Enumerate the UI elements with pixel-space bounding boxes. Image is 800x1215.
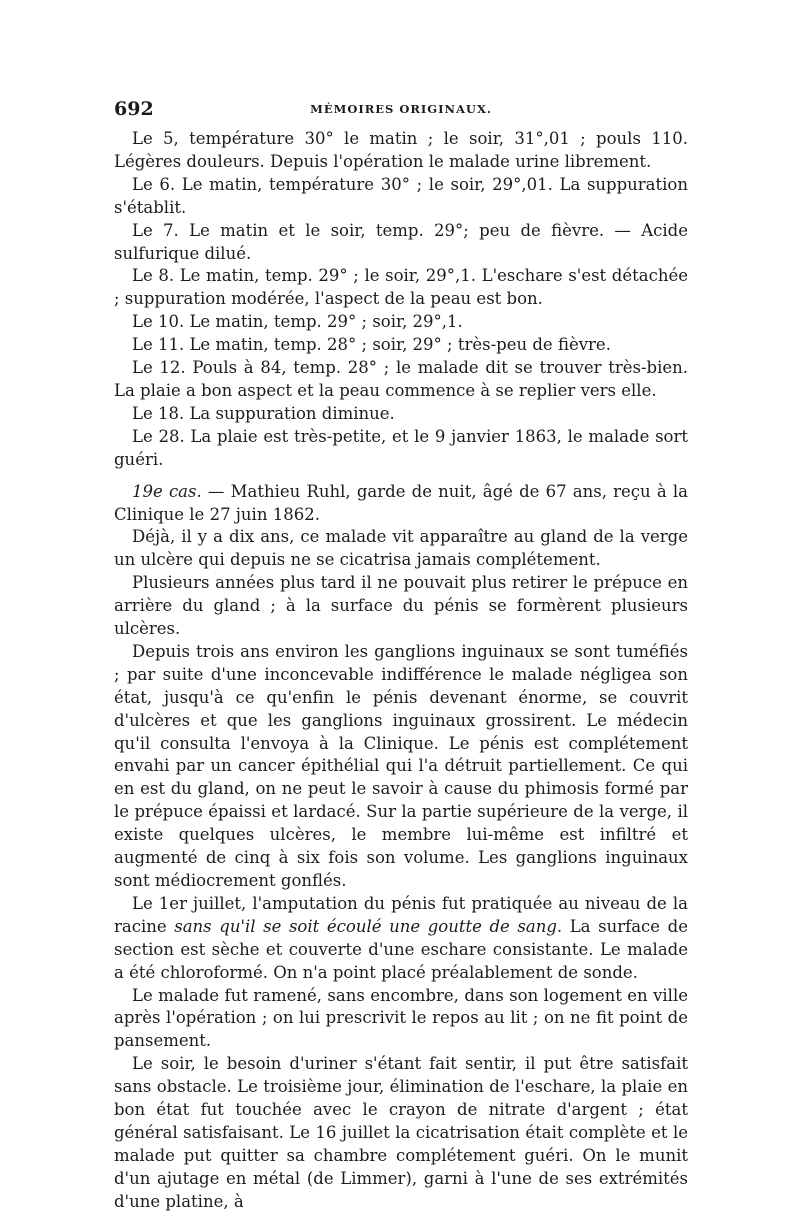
page-number: 692 bbox=[114, 98, 154, 120]
paragraph: Le 18. La suppuration diminue. bbox=[132, 403, 395, 423]
paragraph: Le 11. Le matin, temp. 28° ; soir, 29° ; très-peu de fièvre. bbox=[132, 335, 611, 355]
paragraph: Le 10. Le matin, temp. 29° ; soir, 29°,1. bbox=[132, 312, 463, 332]
amputation-italic: sans qu'il se soit écoulé une goutte de sang. bbox=[174, 916, 563, 936]
case-label: 19e cas. bbox=[132, 481, 202, 501]
paragraph: Le malade fut ramené, sans encombre, dans son logement en ville après l'opération ; on lui prescrivit le repos au lit ; on ne fit point de pansement. bbox=[114, 985, 688, 1051]
paragraph: Déjà, il y a dix ans, ce malade vit apparaître au gland de la verge un ulcère qui depuis ne se cicatrisa jamais complétement. bbox=[114, 527, 688, 570]
paragraph: Le soir, le besoin d'uriner s'étant fait sentir, il put être satisfait sans obstacle. Le troisième jour, élimination de l'eschare, la plaie en bon état fut touchée avec le crayon de nitrate d'argent ; état général satisfaisant. Le 16 juillet la cicatrisation était complète et le malade put quitter sa chambre complétement guéri. On le munit d'un ajutage en métal (de Limmer), garni à l'une de ses extrémités d'une platine, à bbox=[114, 1054, 688, 1211]
amputation-paragraph bbox=[114, 893, 688, 985]
running-title: MÉMOIRES ORIGINAUX. bbox=[310, 102, 492, 116]
amputation-text-before: Le 1er juillet, l'amputation du pénis fut pratiquée au niveau de la racine bbox=[114, 893, 688, 936]
page-body bbox=[114, 128, 688, 1214]
page-header bbox=[114, 98, 688, 128]
paragraph: Le 5, température 30° le matin ; le soir, 31°,01 ; pouls 110. Légères douleurs. Depuis l'opération le malade urine librement. bbox=[114, 129, 688, 171]
paragraph: Le 12. Pouls à 84, temp. 28° ; le malade dit se trouver très-bien. La plaie a bon aspect et la peau commence à se replier vers elle. bbox=[114, 358, 688, 400]
paragraph: Le 7. Le matin et le soir, temp. 29°; peu de fièvre. — Acide sulfurique dilué. bbox=[114, 220, 688, 263]
case-heading-paragraph bbox=[114, 481, 688, 527]
paragraph: Le 8. Le matin, temp. 29° ; le soir, 29°,1. L'eschare s'est détachée ; suppuration modérée, l'aspect de la peau est bon. bbox=[114, 266, 688, 309]
page bbox=[114, 98, 688, 1214]
paragraph: Plusieurs années plus tard il ne pouvait plus retirer le prépuce en arrière du gland ; à la surface du pénis se formèrent plusieurs ulcères. bbox=[114, 573, 688, 639]
paragraph: Le 28. La plaie est très-petite, et le 9 janvier 1863, le malade sort guéri. bbox=[114, 426, 688, 469]
case-intro: — Mathieu Ruhl, garde de nuit, âgé de 67 ans, reçu à la Clinique le 27 juin 1862. bbox=[114, 481, 689, 524]
paragraph: Depuis trois ans environ les ganglions inguinaux se sont tuméfiés ; par suite d'une inconcevable indifférence le malade négligea son état, jusqu'à ce qu'enfin le pénis devenant énorme, se couvrit d'ulcères et que les ganglions inguinaux grossirent. Le médecin qu'il consulta l'envoya à la Clinique. Le pénis est complétement envahi par un cancer épithélial qui l'a détruit partiellement. Ce qui en est du gland, on ne peut le savoir à cause du phimosis formé par le prépuce épaissi et lardacé. Sur la partie supérieure de la verge, il existe quelques ulcères, le membre lui-même est infiltré et augmenté de cinq à six fois son volume. Les ganglions inguinaux sont médiocrement gonflés. bbox=[114, 641, 688, 890]
amputation-text-after: La surface de section est sèche et couverte d'une eschare consistante. Le malade a été chloroformé. On n'a point placé préalablement de sonde. bbox=[114, 916, 688, 982]
paragraph: Le 6. Le matin, température 30° ; le soir, 29°,01. La suppuration s'établit. bbox=[114, 174, 688, 217]
